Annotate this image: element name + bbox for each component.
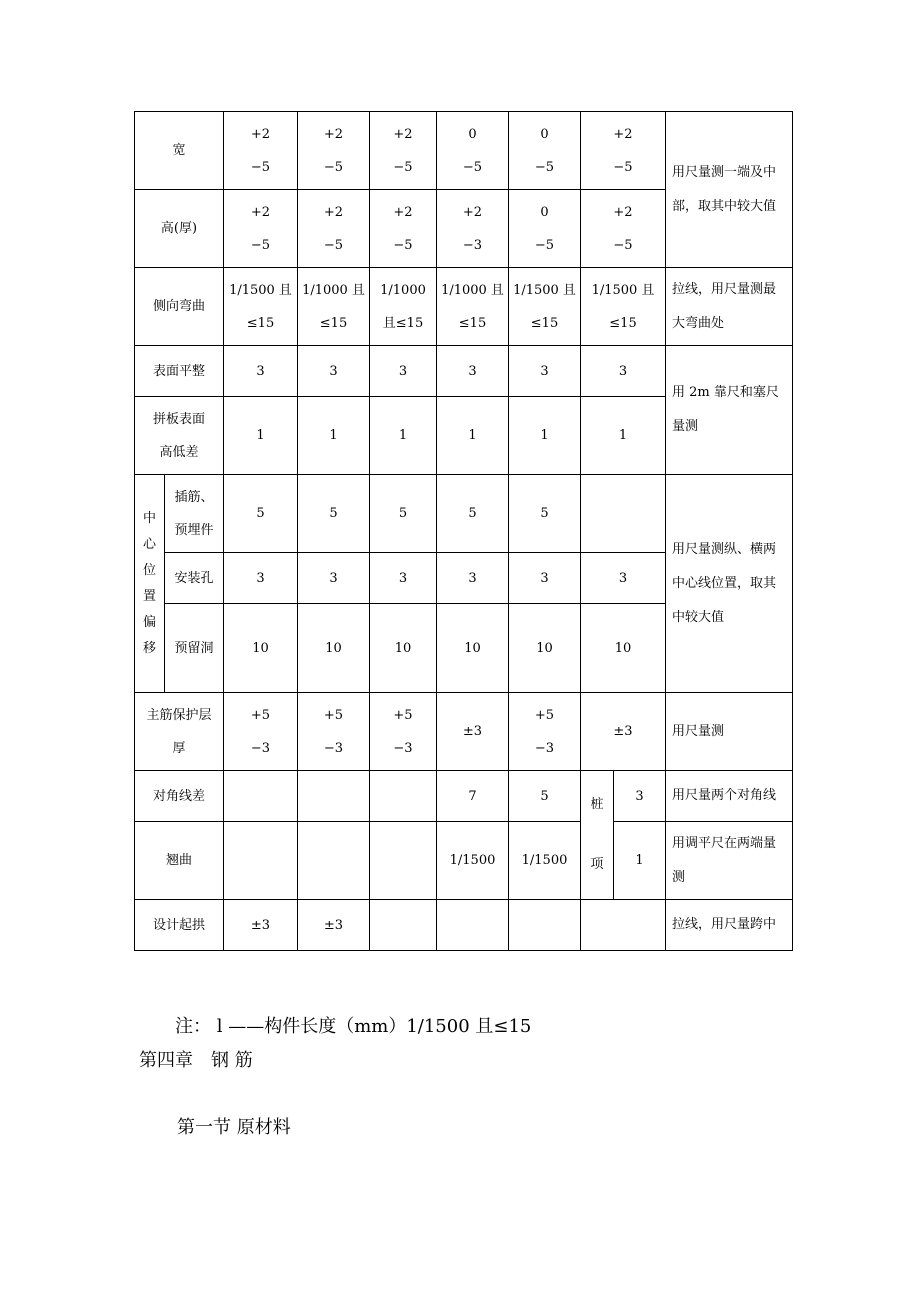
method-cell: 用调平尺在两端量 测 [666,822,793,900]
cell: 10 [298,604,370,693]
cell: 3 [370,553,437,604]
cell: 1 [298,397,370,475]
cell [224,771,298,822]
cell: 3 [298,553,370,604]
cell: 1/1500 [437,822,509,900]
cell: +5 −3 [370,693,437,771]
cell: 1 [509,397,581,475]
cell [298,771,370,822]
cell: +2 −5 [370,190,437,268]
cell: 1 [437,397,509,475]
cell: ±3 [581,693,666,771]
cell: 1 [581,397,666,475]
row-label: 宽 [135,112,224,190]
cell: 1/1500 [509,822,581,900]
table-note: 注： l ——构件长度（mm）1/1500 且≤15 [175,1016,532,1037]
method-cell: 拉线，用尺量跨中 [666,900,793,951]
method-cell: 用尺量两个对角线 [666,771,793,822]
method-cell: 用尺量测一端及中 部，取其中较大值 [666,112,793,268]
cell: 5 [437,475,509,553]
row-label: 安装孔 [165,553,224,604]
row-label: 预留洞 [165,604,224,693]
cell: ±3 [224,900,298,951]
cell [509,900,581,951]
cell: +2 −5 [370,112,437,190]
cell: 3 [298,346,370,397]
cell: ±3 [298,900,370,951]
method-cell: 用尺量测 [666,693,793,771]
cell: 3 [509,346,581,397]
cell: 10 [509,604,581,693]
cell: +2 −5 [298,112,370,190]
method-cell: 拉线，用尺量测最 大弯曲处 [666,268,793,346]
cell: +2 −3 [437,190,509,268]
cell: 3 [614,771,666,822]
cell: 10 [437,604,509,693]
cell [224,822,298,900]
cell: 3 [370,346,437,397]
row-label: 对角线差 [135,771,224,822]
cell: 5 [298,475,370,553]
cell: 10 [370,604,437,693]
cell [370,900,437,951]
cell: +2 −5 [224,190,298,268]
cell: 1 [614,822,666,900]
cell: 3 [224,553,298,604]
row-embed [135,475,793,553]
row-diagonal [135,771,793,822]
cell [581,900,666,951]
cell: +2 −5 [298,190,370,268]
pile-label: 桩 项 [581,771,614,900]
section-heading: 第一节 原材料 [177,1117,291,1138]
cell: 0 −5 [509,190,581,268]
row-label: 侧向弯曲 [135,268,224,346]
cell: 1/1500 且 ≤15 [509,268,581,346]
cell [370,822,437,900]
row-label: 插筋、 预埋件 [165,475,224,553]
cell: 5 [224,475,298,553]
row-warp [135,822,793,900]
row-label: 主筋保护层 厚 [135,693,224,771]
row-label: 翘曲 [135,822,224,900]
cell: 1 [224,397,298,475]
cell: +2 −5 [224,112,298,190]
cell: 3 [437,553,509,604]
cell: +2 −5 [581,112,666,190]
cell: 3 [437,346,509,397]
cell: 10 [581,604,666,693]
group-label-center-offset: 中 心 位 置 偏 移 [135,475,165,693]
cell [370,771,437,822]
row-bend [135,268,793,346]
cell: 1 [370,397,437,475]
cell: 1/1000 且 ≤15 [437,268,509,346]
chapter-heading: 第四章 钢 筋 [139,1050,253,1071]
row-flatness [135,346,793,397]
row-label: 设计起拱 [135,900,224,951]
cell: 1/1500 且 ≤15 [224,268,298,346]
row-label: 高(厚) [135,190,224,268]
cell: 3 [224,346,298,397]
cell: 5 [509,475,581,553]
cell [298,822,370,900]
cell: 7 [437,771,509,822]
cell: +5 −3 [509,693,581,771]
cell: 10 [224,604,298,693]
method-cell: 用尺量测纵、横两 中心线位置，取其 中较大值 [666,475,793,693]
cell: 0 −5 [437,112,509,190]
row-cover [135,693,793,771]
row-label: 表面平整 [135,346,224,397]
row-camber [135,900,793,951]
cell [437,900,509,951]
cell: ±3 [437,693,509,771]
cell [581,475,666,553]
cell: 3 [509,553,581,604]
cell: +2 −5 [581,190,666,268]
cell: 3 [581,346,666,397]
row-width [135,112,793,190]
cell: 5 [509,771,581,822]
cell: 0 −5 [509,112,581,190]
row-label: 拼板表面 高低差 [135,397,224,475]
cell: +5 −3 [298,693,370,771]
cell: 1/1500 且 ≤15 [581,268,666,346]
cell: 5 [370,475,437,553]
cell: 3 [581,553,666,604]
cell: 1/1000 且 ≤15 [298,268,370,346]
tolerance-table [134,111,793,951]
method-cell: 用 2m 靠尺和塞尺 量测 [666,346,793,475]
cell: +5 −3 [224,693,298,771]
cell: 1/1000 且≤15 [370,268,437,346]
